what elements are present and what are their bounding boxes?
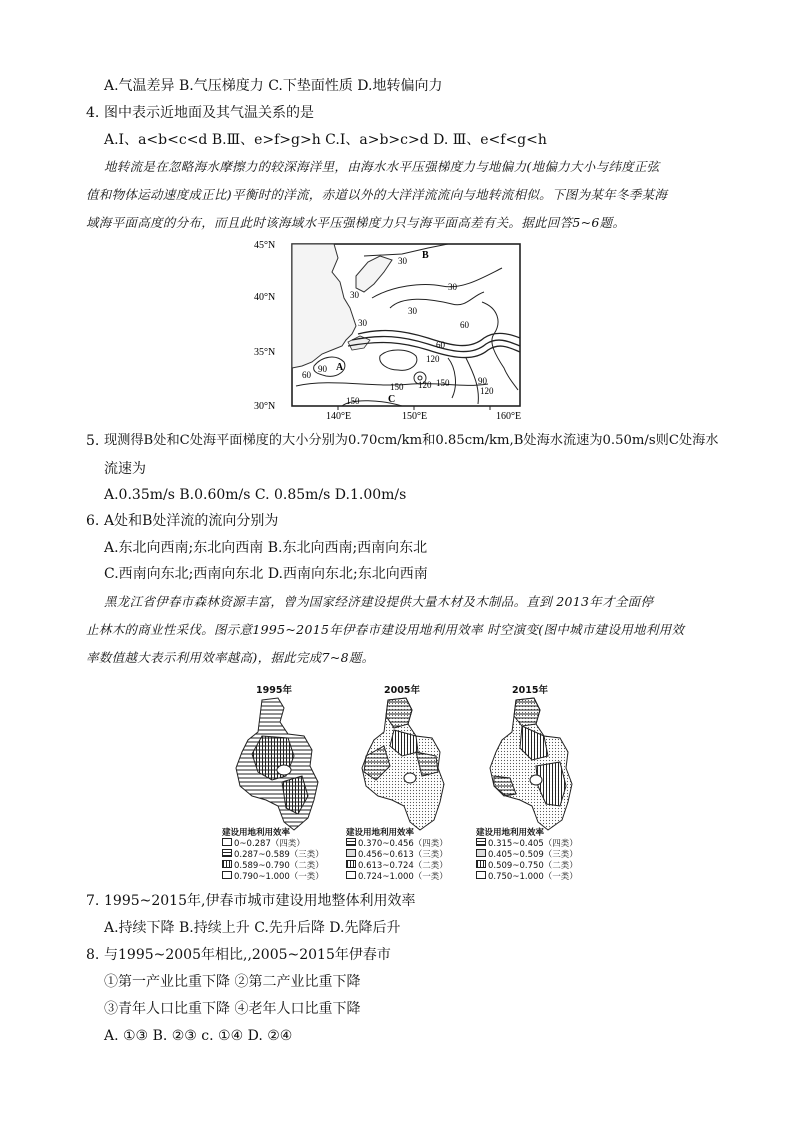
contour-label: 30	[398, 256, 407, 266]
legend-item: 0.790~1.000（一类）	[222, 871, 324, 882]
passage1-line2: 值和物体运动速度成正比)平衡时的洋流，赤道以外的大洋洋流流向与地转流相似。下图为某年冬季某海	[86, 187, 668, 202]
passage2-line1: 黑龙江省伊春市森林资源丰富，曾为国家经济建设提供大量木材及木制品。直到 2013年才全面停	[104, 594, 654, 609]
contour-label: 30	[350, 290, 359, 300]
point-b: B	[422, 250, 429, 261]
legend-item: 0.750~1.000（一类）	[476, 871, 578, 882]
q6-options-cd: C.西南向东北;西南向东北 D.西南向东北;东北向西南	[104, 566, 428, 582]
q7-stem: 1995~2015年,伊春市城市建设用地整体利用效率	[104, 893, 416, 909]
q7-options: A.持续下降 B.持续上升 C.先升后降 D.先降后升	[104, 920, 401, 936]
q4-number: 4.	[86, 105, 100, 121]
legend-title-2015: 建设用地利用效率	[476, 828, 545, 838]
q4-options: A.I、a<b<c<d B.Ⅲ、e>f>g>h C.I、a>b>c>d D. Ⅲ、e<f<g<h	[104, 132, 547, 148]
legend-title-1995: 建设用地利用效率	[222, 828, 291, 838]
point-c: C	[388, 394, 396, 405]
legend-item: 0.456~0.613（三类）	[346, 849, 448, 860]
map-year-1995: 1995年	[256, 685, 292, 696]
q6-stem: A处和B处洋流的流向分别为	[104, 513, 279, 529]
q4-stem: 图中表示近地面及其气温关系的是	[104, 105, 314, 121]
legend-item: 0.315~0.405（四类）	[476, 838, 578, 849]
contour-label: 150	[436, 378, 450, 388]
contour-label: 60	[460, 320, 469, 330]
passage2-line2: 止林木的商业性采伐。图示意1995~2015年伊春市建设用地利用效率 时空演变(图中城市建设用地利用效	[86, 622, 685, 637]
legend-item: 0.405~0.509（三类）	[476, 849, 578, 860]
q8-stem: 与1995~2005年相比,,2005~2015年伊春市	[104, 947, 391, 963]
contour-label: 90	[318, 364, 327, 374]
legend-item: 0.589~0.790（二类）	[222, 860, 324, 871]
legend-item: 0.613~0.724（二类）	[346, 860, 448, 871]
lat-label-45n: 45°N	[254, 240, 276, 251]
yichun-maps-1995	[222, 680, 346, 880]
contour-label: 30	[358, 318, 367, 328]
lat-label-40n: 40°N	[254, 292, 276, 303]
legend-title-2005: 建设用地利用效率	[346, 828, 415, 838]
contour-label: 60	[436, 340, 445, 350]
q8-number: 8.	[86, 947, 100, 963]
q7-number: 7.	[86, 893, 100, 909]
contour-label: 30	[408, 306, 417, 316]
legend-item: 0~0.287（四类）	[222, 838, 324, 849]
legend-item: 0.509~0.750（二类）	[476, 860, 578, 871]
lon-label-140e: 140°E	[326, 411, 352, 422]
passage2-line3: 率数值越大表示利用效率越高)，据此完成7~8题。	[86, 650, 375, 665]
q5-number: 5.	[86, 433, 100, 449]
q5-options: A.0.35m/s B.0.60m/s C. 0.85m/s D.1.00m/s	[104, 487, 407, 503]
contour-label: 30	[448, 282, 457, 292]
legend-item: 0.370~0.456（四类）	[346, 838, 448, 849]
q8-statements-34: ③青年人口比重下降 ④老年人口比重下降	[104, 1001, 361, 1017]
contour-label: 120	[418, 380, 432, 390]
sea-level-contour-map	[252, 238, 534, 424]
lon-label-160e: 160°E	[496, 411, 522, 422]
lon-label-150e: 150°E	[402, 411, 428, 422]
q8-statements-12: ①第一产业比重下降 ②第二产业比重下降	[104, 974, 361, 990]
contour-label: 120	[480, 386, 494, 396]
passage1-line1: 地转流是在忽略海水摩擦力的较深海洋里，由海水水平压强梯度力与地偏力(地偏力大小与纬度正弦	[104, 159, 660, 174]
contour-label: 150	[390, 382, 404, 392]
contour-label: 120	[426, 354, 440, 364]
contour-label: 90	[478, 376, 487, 386]
contour-label: 150	[346, 396, 360, 406]
q5-stem: 现测得B处和C处海平面梯度的大小分别为0.70cm/km和0.85cm/km,B处海水流速为0.50m/s则C处海水	[104, 433, 719, 448]
legend-item: 0.287~0.589（三类）	[222, 849, 324, 860]
map-year-2015: 2015年	[512, 685, 548, 696]
q5-stem-continued: 流速为	[104, 461, 146, 477]
legend-item: 0.724~1.000（一类）	[346, 871, 448, 882]
contour-label: 60	[302, 370, 311, 380]
yichun-maps-2015	[476, 680, 600, 880]
q6-number: 6.	[86, 513, 100, 529]
lat-label-35n: 35°N	[254, 347, 276, 358]
q8-options: A. ①③ B. ②③ c. ①④ D. ②④	[104, 1028, 293, 1044]
lat-label-30n: 30°N	[254, 401, 276, 412]
q3-options: A.气温差异 B.气压梯度力 C.下垫面性质 D.地转偏向力	[104, 78, 443, 94]
point-a: A	[336, 362, 344, 373]
q6-options-ab: A.东北向西南;东北向西南 B.东北向西南;西南向东北	[104, 540, 428, 556]
map-year-2005: 2005年	[384, 685, 420, 696]
yichun-maps-2005	[346, 680, 476, 880]
passage1-line3: 域海平面高度的分布，而且此时该海域水平压强梯度力只与海平面高差有关。据此回答5~6题。	[86, 215, 626, 230]
